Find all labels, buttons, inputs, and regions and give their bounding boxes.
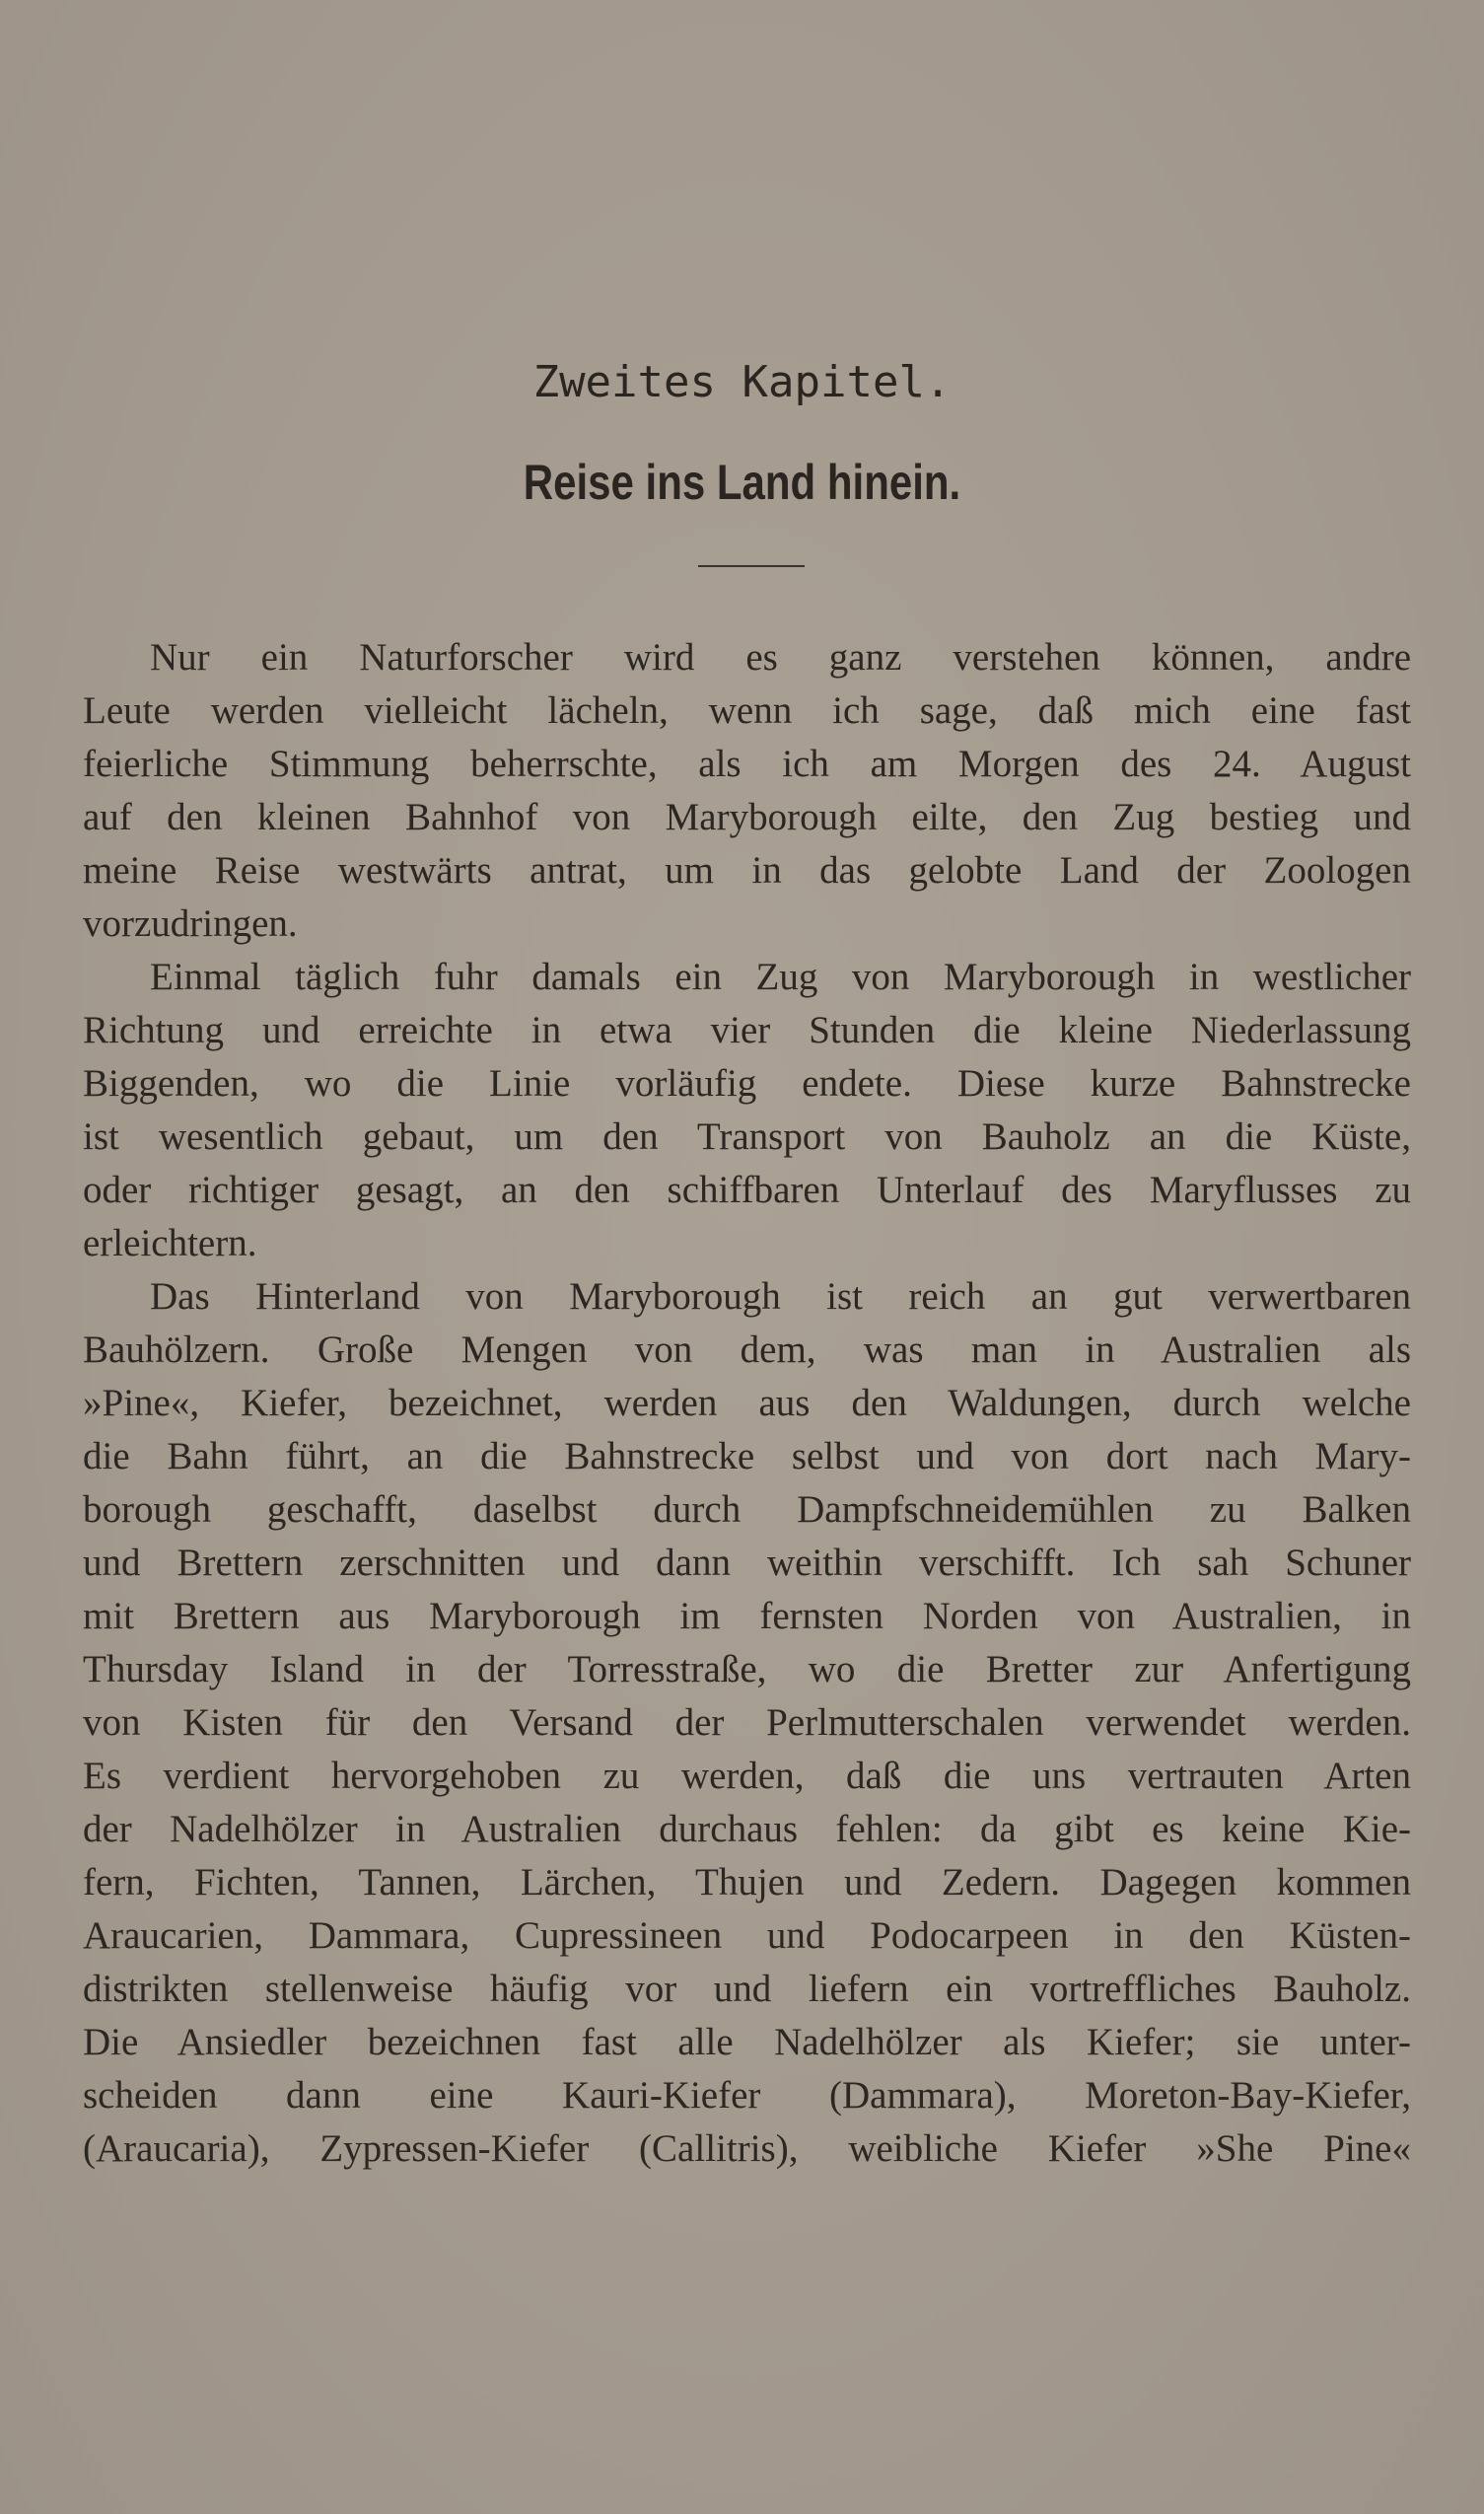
chapter-label: Zweites Kapitel. (532, 357, 952, 407)
text-line: distrikten stellenweise häufig vor und liefern ein vortreffliches Bauholz. (83, 1968, 1411, 2010)
text-line: Thursday Island in der Torresstraße, wo die Bretter zur Anfertigung (83, 1648, 1411, 1690)
text-line: fern, Fichten, Tannen, Lärchen, Thujen und Zedern. Dagegen kommen (83, 1861, 1411, 1903)
text-line: scheiden dann eine Kauri-Kiefer (Dammara), Moreton-Bay-Kiefer, (83, 2074, 1411, 2117)
text-line: Nur ein Naturforscher wird es ganz verstehen können, andre (150, 636, 1411, 679)
text-line: auf den kleinen Bahnhof von Maryborough eilte, den Zug bestieg und (83, 796, 1411, 838)
text-line: vorzudringen. (83, 902, 298, 945)
text-line: Bauhölzern. Große Mengen von dem, was man in Australien als (83, 1329, 1411, 1371)
text-line: Leute werden vielleicht lächeln, wenn ich sage, daß mich eine fast (83, 689, 1411, 732)
text-line: Araucarien, Dammara, Cupressineen und Podocarpeen in den Küsten- (83, 1914, 1411, 1957)
text-line: der Nadelhölzer in Australien durchaus fehlen: da gibt es keine Kie- (83, 1808, 1411, 1850)
title-divider (698, 565, 805, 567)
text-line: Biggenden, wo die Linie vorläufig endete. Diese kurze Bahnstrecke (83, 1062, 1411, 1105)
text-line: feierliche Stimmung beherrschte, als ich am Morgen des 24. August (83, 743, 1411, 785)
text-line: meine Reise westwärts antrat, um in das gelobte Land der Zoologen (83, 849, 1411, 892)
text-line: und Brettern zerschnitten und dann weithin verschifft. Ich sah Schuner (83, 1542, 1411, 1584)
text-line: »Pine«, Kiefer, bezeichnet, werden aus den Waldungen, durch welche (83, 1382, 1411, 1424)
text-line: Es verdient hervorgehoben zu werden, daß die uns vertrauten Arten (83, 1755, 1411, 1797)
text-line: Die Ansiedler bezeichnen fast alle Nadelhölzer als Kiefer; sie unter- (83, 2021, 1411, 2063)
body-text (83, 631, 1411, 2176)
text-line: Einmal täglich fuhr damals ein Zug von Maryborough in westlicher (150, 956, 1411, 998)
text-line: mit Brettern aus Maryborough im fernsten Norden von Australien, in (83, 1595, 1411, 1637)
text-line: die Bahn führt, an die Bahnstrecke selbst und von dort nach Mary- (83, 1435, 1411, 1477)
chapter-title: Reise ins Land hinein. (523, 455, 961, 510)
text-line: von Kisten für den Versand der Perlmutterschalen verwendet werden. (83, 1701, 1411, 1744)
text-line: oder richtiger gesagt, an den schiffbaren Unterlauf des Maryflusses zu (83, 1169, 1411, 1211)
text-line: (Araucaria), Zypressen-Kiefer (Callitris), weibliche Kiefer »She Pine« (83, 2127, 1411, 2170)
text-line: Das Hinterland von Maryborough ist reich an gut verwertbaren (150, 1275, 1411, 1318)
text-line: ist wesentlich gebaut, um den Transport von Bauholz an die Küste, (83, 1115, 1411, 1158)
text-line: erleichtern. (83, 1222, 257, 1264)
text-line: Richtung und erreichte in etwa vier Stunden die kleine Niederlassung (83, 1009, 1411, 1051)
text-line: borough geschafft, daselbst durch Dampfschneidemühlen zu Balken (83, 1488, 1411, 1531)
